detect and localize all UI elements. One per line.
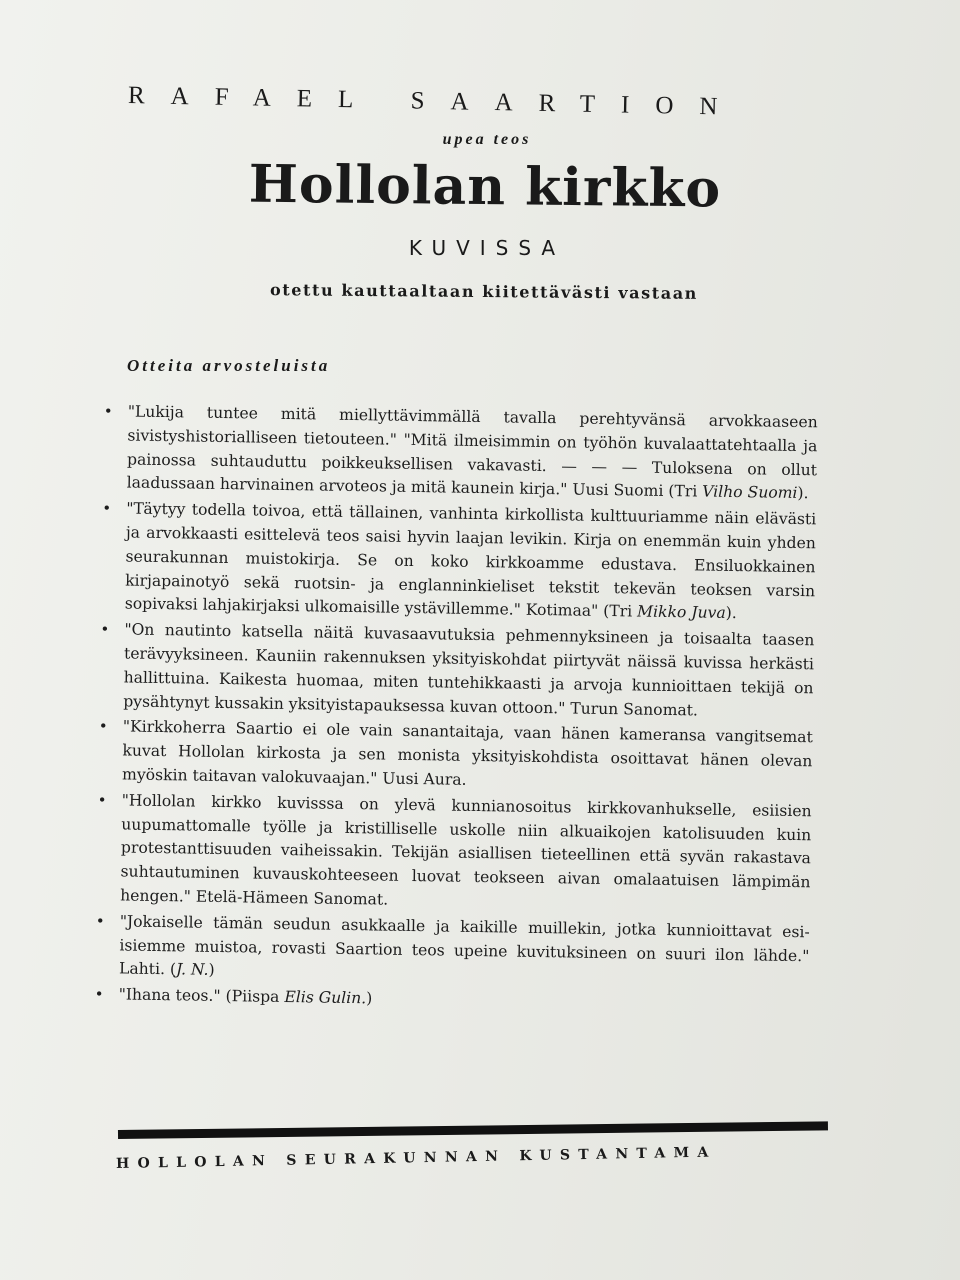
reviewer-name: Elis Gulin. xyxy=(284,988,367,1008)
reviewer-name: Vilho Suomi xyxy=(702,482,798,503)
reviewer-name: Mikko Juva xyxy=(636,602,726,623)
review-source: Lahti. ( xyxy=(118,959,177,979)
review-quote: "Hollolan kirkko kuvisssa on ylevä kunnianosoitus kirkkovanhukselle, esiisien uupumattomalle työlle ja kristilliselle uskolle niin alkuaikojen katolisuuden kuin protestanttisuuden vaiheissakin. Tekijän asiallisen tieteellinen että syvän rakastava suhtautuminen kuvauskohteeseen luovat teokseen aivan omalaatuisen lämpimän hengen." xyxy=(120,791,812,906)
review-item xyxy=(90,789,812,919)
review-quote: "Lukija tuntee mitä miellyttävimmällä tavalla perehtyvänsä arvokkaaseen sivistyshistorialliseen tietouteen." "Mitä ilmeisimmin on työhön kuvalaattatehtaalla ja painossa suhtauduttu poikkeuksellisen vakavasti. — — — Tuloksena on ollut laadussaan harvinainen arvoteos ja mitä kaunein kirja." xyxy=(126,402,818,499)
author-name: RAFAEL SAARTION xyxy=(127,82,744,121)
review-item xyxy=(92,715,813,798)
reviewer-name: J. N. xyxy=(175,960,209,980)
reviews-list xyxy=(88,400,817,1020)
bullet-icon: • xyxy=(95,911,105,930)
review-close: ) xyxy=(208,961,215,980)
tagline: otettu kauttaaltaan kiitettävästi vastaan xyxy=(269,280,699,303)
divider-rule xyxy=(118,1121,828,1139)
bullet-icon: • xyxy=(97,790,107,809)
review-quote: "Täytyy todella toivoa, että tällainen, vanhinta kirkollista kulttuuriamme näin elävästi ja arvokkaasti esittelevä teos saisi hyvin laajan levikin. Kirja on enemmän kuin yhden seurakunnan muistokirja. Se on koko kirkkoamme edustava. Ensiluokkainen kirjapainotyö sekä ruotsin- ja englanninkieliset tekstit tekevän teoksen varsin sopivaksi lahjakirjaksi ulkomaisille ystävillemme." xyxy=(124,499,817,620)
review-quote: "Ihana teos." xyxy=(118,985,221,1006)
review-close: ). xyxy=(797,484,809,503)
review-item xyxy=(89,910,810,993)
review-source: Kotimaa" (Tri xyxy=(525,601,633,621)
review-source: Uusi Suomi (Tri xyxy=(572,480,698,501)
review-quote: "Kirkkoherra Saartio ei ole vain sanantaitaja, vaan hänen kameransa vangitsemat kuvat Hollolan kirkosta ja sen monista yksityiskohdista osoittavat hänen olevan myöskin taitavan valokuvaajan." xyxy=(121,717,813,788)
review-close: ). xyxy=(725,604,737,623)
review-close: ) xyxy=(366,989,373,1008)
publisher-line: HOLLOLAN SEURAKUNNAN KUSTANTAMA xyxy=(115,1144,717,1172)
review-item xyxy=(95,497,817,627)
review-item xyxy=(93,618,814,724)
bullet-icon: • xyxy=(103,402,113,421)
bullet-icon: • xyxy=(102,499,112,518)
review-source: Etelä-Hämeen Sanomat. xyxy=(195,887,389,909)
review-quote: "Jokaiselle tämän seudun asukkaalle ja kaikille muillekin, jotka kunnioittavat esi-isiemme muistoa, rovasti Saartion teos upeine kuvituksineen on suuri ilon lähde." xyxy=(119,912,810,965)
bullet-icon: • xyxy=(98,717,108,736)
review-source: Turun Sanomat. xyxy=(570,699,699,720)
review-source: (Piispa xyxy=(225,987,280,1007)
review-source: Uusi Aura. xyxy=(382,769,467,789)
subtitle: upea teos xyxy=(442,131,532,148)
reviews-heading: Otteita arvosteluista xyxy=(127,356,331,375)
review-item xyxy=(97,400,818,506)
title-suffix: KUVISSA xyxy=(408,236,566,260)
review-quote: "On nautinto katsella näitä kuvasaavutuksia pehmennyksineen ja toisaalta taasen terävyyksineen. Kauniin rakennuksen yksityiskohdat piirtyvät näissä kuvissa herkästi hallittuina. Kaikesta huomaa, miten tuntehikkaasti ja arvoja kunnioittaen tekijä on pysähtynyt kussakin yksityistapauksessa kuvan ottoon." xyxy=(123,620,815,717)
bullet-icon: • xyxy=(100,620,110,639)
book-title: Hollolan kirkko xyxy=(248,153,722,220)
bullet-icon: • xyxy=(94,985,104,1004)
